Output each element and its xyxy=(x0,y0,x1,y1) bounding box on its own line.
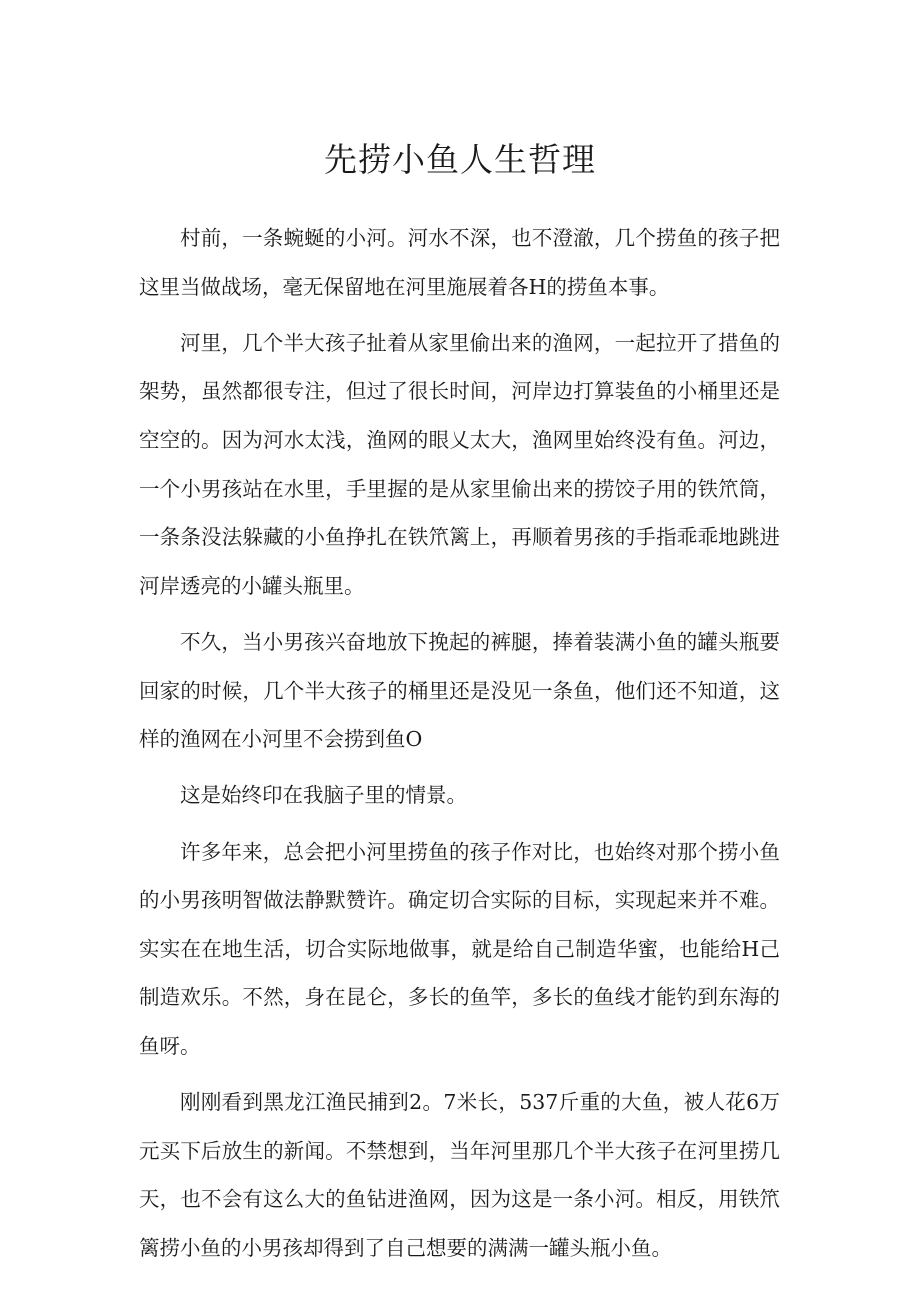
paragraph: 不久，当小男孩兴奋地放下挽起的裤腿，捧着装满小鱼的罐头瓶要回家的时候，几个半大孩子的桶里还是没见一条鱼，他们还不知道，这样的渔网在小河里不会捞到鱼O xyxy=(139,629,780,752)
paragraph: 这是始终印在我脑子里的情景。 xyxy=(180,783,467,808)
document-title: 先捞小鱼人生哲理 xyxy=(324,140,596,179)
paragraph: 刚刚看到黑龙江渔民捕到2。7米长，537斤重的大鱼，被人花6万元买下后放生的新闻。不禁想到，当年河里那几个半大孩子在河里捞几天，也不会有这么大的鱼钻进渔网，因为这是一条小河。相反，用铁笊篱捞小鱼的小男孩却得到了自己想要的满满一罐头瓶小鱼。 xyxy=(139,1090,780,1260)
paragraph: 村前，一条蜿蜒的小河。河水不深，也不澄澈，几个捞鱼的孩子把这里当做战场，毫无保留地在河里施展着各H的捞鱼本事。 xyxy=(139,226,780,299)
document-body xyxy=(139,214,780,1280)
paragraph: 许多年来，总会把小河里捞鱼的孩子作对比，也始终对那个捞小鱼的小男孩明智做法静默赞许。确定切合实际的目标，实现起来并不难。实实在在地生活，切合实际地做事，就是给自己制造华蜜，也能给H己制造欢乐。不然，身在昆仑，多长的鱼竿，多长的鱼线才能钓到东海的鱼呀。 xyxy=(139,839,780,1058)
paragraph: 河里，几个半大孩子扯着从家里偷出来的渔网，一起拉开了措鱼的架势，虽然都很专注，但过了很长时间，河岸边打算装鱼的小桶里还是空空的。因为河水太浅，渔网的眼乂太大，渔网里始终没有鱼。河边，一个小男孩站在水里，手里握的是从家里偷出来的捞饺子用的铁笊筒，一条条没法躲藏的小鱼挣扎在铁笊篱上，再顺着男孩的手指乖乖地跳进河岸透亮的小罐头瓶里。 xyxy=(139,330,780,598)
